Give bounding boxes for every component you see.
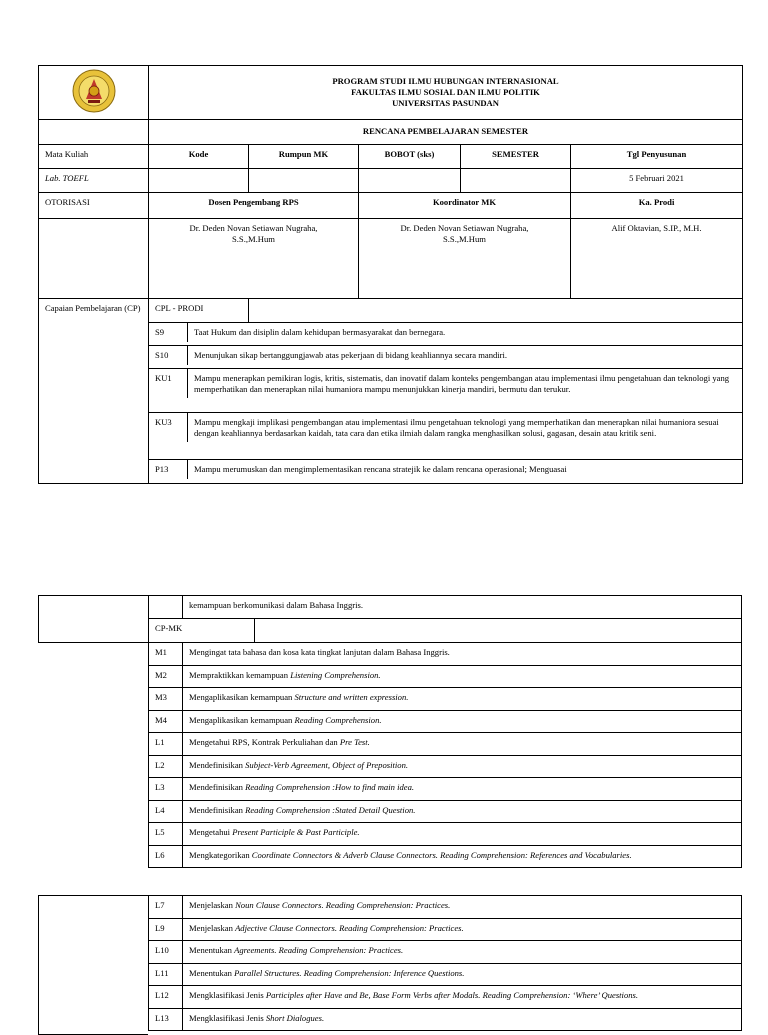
kode-header: Kode	[149, 145, 249, 169]
program-name: PROGRAM STUDI ILMU HUBUNGAN INTERNASIONAL	[332, 75, 559, 86]
item-code: M3	[149, 688, 183, 711]
university-seal-icon	[72, 69, 116, 113]
table-row	[149, 710, 742, 733]
empty-cell	[249, 299, 743, 323]
item-code: L2	[149, 755, 183, 778]
cp-row-p13: P13 Mampu merumuskan dan mengimplementasikan rencana stratejik ke dalam rencana operasional; Menguasai	[149, 460, 743, 484]
item-code: L10	[149, 941, 183, 964]
university-name: UNIVERSITAS PASUNDAN	[392, 98, 499, 109]
item-code: L11	[149, 963, 183, 986]
item-code: M1	[149, 643, 183, 666]
empty-cell	[39, 120, 149, 145]
rps-header-table	[38, 65, 743, 484]
tgl-value: 5 Februari 2021	[571, 169, 743, 193]
table-row	[149, 845, 742, 868]
item-text: Mengklasifikasi Jenis Participles after Have and Be, Base Form Verbs after Modals. Reading Comprehension: ‘Where’ Questions.	[183, 986, 742, 1009]
empty-cell	[149, 596, 183, 619]
item-text: Mengetahui Present Participle & Past Participle.	[183, 823, 742, 846]
semester-value	[461, 169, 571, 193]
bobot-value	[359, 169, 461, 193]
empty-cell	[255, 619, 742, 643]
otorisasi-label: OTORISASI	[39, 193, 149, 219]
cp-continuation: kemampuan berkomunikasi dalam Bahasa Inggris.	[183, 596, 742, 619]
table-row	[149, 941, 742, 964]
empty-cell	[38, 895, 148, 1035]
item-text: Mengetahui RPS, Kontrak Perkuliahan dan Pre Test.	[183, 733, 742, 756]
item-code: L7	[149, 896, 183, 919]
item-text: Mengaplikasikan kemampuan Reading Comprehension.	[183, 710, 742, 733]
table-row	[149, 733, 742, 756]
item-text: Menjelaskan Adjective Clause Connectors. Reading Comprehension: Practices.	[183, 918, 742, 941]
course-label: Mata Kuliah	[39, 145, 149, 169]
institution-header	[149, 66, 743, 120]
kaprodi-value: Alif Oktavian, S.IP., M.H.	[571, 219, 743, 299]
table-row	[149, 918, 742, 941]
dosen-header: Dosen Pengembang RPS	[149, 193, 359, 219]
dosen-value: Dr. Deden Novan Setiawan Nugraha, S.S.,M.Hum	[149, 219, 359, 299]
cp-row-ku1: KU1 Mampu menerapkan pemikiran logis, kritis, sistematis, dan inovatif dalam konteks pengembangan atau implementasi ilmu pengetahuan dan teknologi yang memperhatikan dan menerapkan nilai humaniora mampu menunjukkan kinerja mandiri, bermutu dan terukur.	[149, 369, 743, 413]
table-row	[149, 778, 742, 801]
item-table	[148, 642, 742, 868]
table-row	[149, 643, 742, 666]
rps-title: RENCANA PEMBELAJARAN SEMESTER	[149, 120, 743, 145]
item-code: M4	[149, 710, 183, 733]
koordinator-header: Koordinator MK	[359, 193, 571, 219]
koordinator-value: Dr. Deden Novan Setiawan Nugraha, S.S.,M.Hum	[359, 219, 571, 299]
cpl-label: CPL - PRODI	[149, 299, 249, 323]
table-row	[149, 665, 742, 688]
cpmk-table	[38, 595, 742, 643]
semester-header: SEMESTER	[461, 145, 571, 169]
cp-row-s10: S10 Menunjukan sikap bertanggungjawab atas pekerjaan di bidang keahliannya secara mandiri.	[149, 346, 743, 369]
item-code: L1	[149, 733, 183, 756]
item-text: Menentukan Parallel Structures. Reading Comprehension: Inference Questions.	[183, 963, 742, 986]
table-row	[149, 800, 742, 823]
sub-cpmk-rows	[148, 895, 742, 1031]
table-row	[149, 963, 742, 986]
cpmk-label: CP-MK	[149, 619, 255, 643]
table-row	[149, 755, 742, 778]
faculty-name: FAKULTAS ILMU SOSIAL DAN ILMU POLITIK	[351, 86, 540, 97]
item-code: L4	[149, 800, 183, 823]
kaprodi-header: Ka. Prodi	[571, 193, 743, 219]
cp-row-s9: S9 Taat Hukum dan disiplin dalam kehidupan bermasyarakat dan bernegara.	[149, 323, 743, 346]
item-text: Menentukan Agreements. Reading Comprehension: Practices.	[183, 941, 742, 964]
item-text: Menjelaskan Noun Clause Connectors. Reading Comprehension: Practices.	[183, 896, 742, 919]
empty-cell	[39, 219, 149, 299]
table-row	[149, 896, 742, 919]
item-code: L5	[149, 823, 183, 846]
kode-value	[149, 169, 249, 193]
item-code: L6	[149, 845, 183, 868]
rumpun-value	[249, 169, 359, 193]
table-row	[149, 1008, 742, 1031]
cpmk-rows	[148, 642, 742, 868]
tgl-header: Tgl Penyusunan	[571, 145, 743, 169]
table-row	[149, 688, 742, 711]
item-code: M2	[149, 665, 183, 688]
item-table	[148, 895, 742, 1031]
cp-row-ku3: KU3 Mampu mengkaji implikasi pengembangan atau implementasi ilmu pengetahuan teknologi yang memperhatikan dan menerapkan nilai humaniora sesuai dengan keahliannya berdasarkan kaidah, tata cara dan etika ilmiah dalam rangka menghasilkan solusi, gagasan, desain atau kritik seni.	[149, 413, 743, 460]
empty-cell	[39, 596, 149, 643]
item-text: Mempraktikkan kemampuan Listening Comprehension.	[183, 665, 742, 688]
item-text: Mengkategorikan Coordinate Connectors & Adverb Clause Connectors. Reading Comprehension: References and Vocabularies.	[183, 845, 742, 868]
item-text: Mendefinisikan Reading Comprehension :How to find main idea.	[183, 778, 742, 801]
item-code: L12	[149, 986, 183, 1009]
item-text: Mendefinisikan Reading Comprehension :Stated Detail Question.	[183, 800, 742, 823]
item-code: L13	[149, 1008, 183, 1031]
item-text: Mengklasifikasi Jenis Short Dialogues.	[183, 1008, 742, 1031]
item-code: L3	[149, 778, 183, 801]
rumpun-header: Rumpun MK	[249, 145, 359, 169]
bobot-header: BOBOT (sks)	[359, 145, 461, 169]
course-name: Lab. TOEFL	[39, 169, 149, 193]
logo-cell	[39, 66, 149, 120]
item-text: Mendefinisikan Subject-Verb Agreement, Object of Preposition.	[183, 755, 742, 778]
cp-label: Capaian Pembelajaran (CP)	[39, 299, 149, 484]
table-row	[149, 986, 742, 1009]
table-row	[149, 823, 742, 846]
item-code: L9	[149, 918, 183, 941]
item-text: Mengingat tata bahasa dan kosa kata tingkat lanjutan dalam Bahasa Inggris.	[183, 643, 742, 666]
item-text: Mengaplikasikan kemampuan Structure and written expression.	[183, 688, 742, 711]
